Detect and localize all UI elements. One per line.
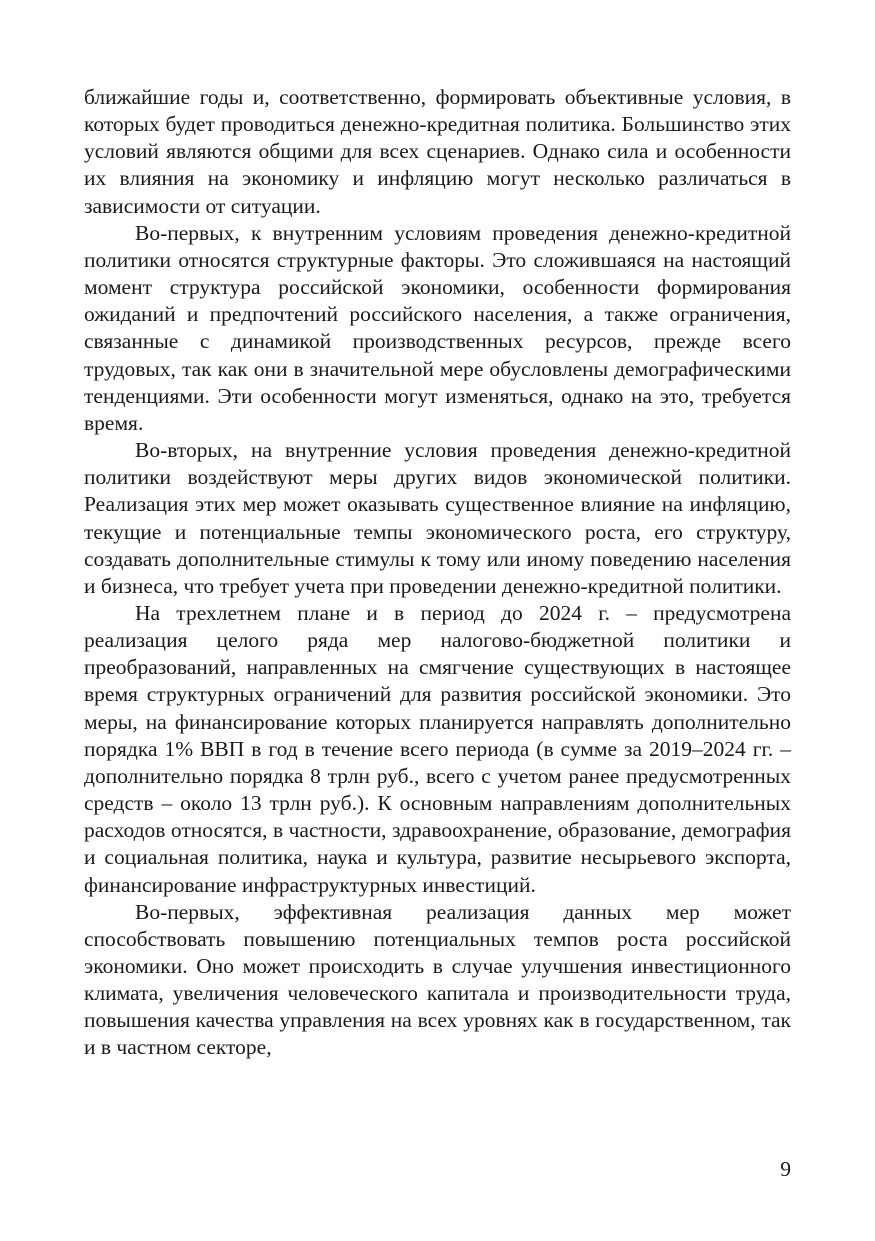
paragraph-continuation: ближайшие годы и, соответственно, формировать объективные условия, в которых будет проводиться денежно-кредитная политика. Большинство этих условий являются общими для всех сценариев. Однако сила и особенности их влияния на экономику и инфляцию могут несколько различаться в зависимости от ситуации. [84,85,791,218]
paragraph-potential-growth: Во-первых, эффективная реализация данных мер может способствовать повышению потенциальных темпов роста российской экономики. Оно может происходить в случае улучшения инвестиционного климата, увеличения человеческого капитала и производительности труда, повышения качества управления на всех уровнях как в государственном, так и в частном секторе, [84,899,791,1060]
page-number: 9 [780,1157,791,1181]
paragraph-structural-factors: Во-первых, к внутренним условиям проведения денежно-кредитной политики относятся структурные факторы. Это сложившаяся на настоящий момент структура российской экономики, особенности формирования ожиданий и предпочтений российского населения, а также ограничения, связанные с динамикой производственных ресурсов, прежде всего трудовых, так как они в значительной мере обусловлены демографическими тенденциями. Эти особенности могут изменяться, однако на это, требуется время. [84,220,791,435]
paragraph-other-policies: Во-вторых, на внутренние условия проведения денежно-кредитной политики воздействуют меры других видов экономической политики. Реализация этих мер может оказывать существенное влияние на инфляцию, текущие и потенциальные темпы экономического роста, его структуру, создавать дополнительные стимулы к тому или иному поведению населения и бизнеса, что требует учета при проведении денежно-кредитной политики. [84,438,791,598]
body-text [84,84,791,1062]
paragraph-fiscal-measures: На трехлетнем плане и в период до 2024 г. – предусмотрена реализация целого ряда мер налогово-бюджетной политики и преобразований, направленных на смягчение существующих в настоящее время структурных ограничений для развития российской экономики. Это меры, на финансирование которых планируется направлять дополнительно порядка 1% ВВП в год в течение всего периода (в сумме за 2019–2024 гг. – дополнительно порядка 8 трлн руб., всего с учетом ранее предусмотренных средств – около 13 трлн руб.). К основным направлениям дополнительных расходов относятся, в частности, здравоохранение, образование, демография и социальная политика, наука и культура, развитие несырьевого экспорта, финансирование инфраструктурных инвестиций. [84,600,791,897]
